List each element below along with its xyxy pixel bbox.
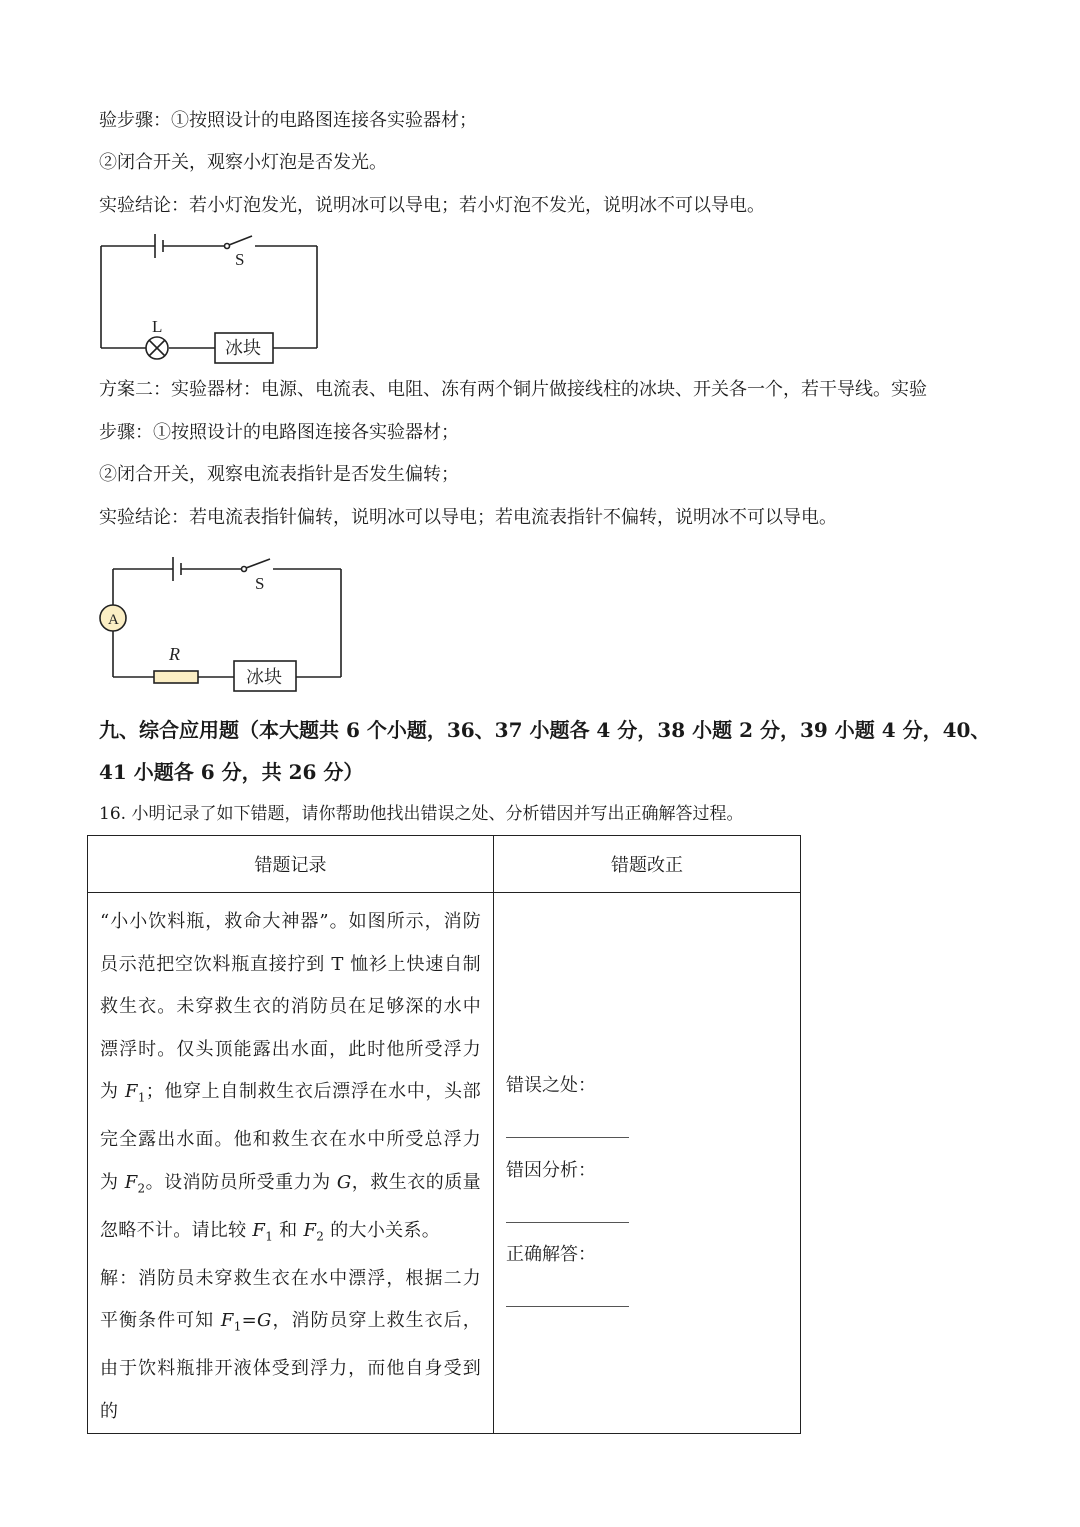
scheme1-steps-line1: 验步骤：①按照设计的电路图连接各实验器材； [99, 110, 477, 131]
error-cause-blank[interactable] [506, 1222, 629, 1223]
ice-block-label: 冰块 [225, 338, 261, 359]
ice-block-label: 冰块 [246, 667, 282, 688]
section-heading-line1: 九、综合应用题（本大题共 6 个小题，36、37 小题各 4 分，38 小题 2 分，39 小题 4 分，40、 [99, 718, 991, 742]
scheme2-line1: 方案二：实验器材：电源、电流表、电阻、冻有两个铜片做接线柱的冰块、开关各一个，若干导线。实验 [99, 379, 927, 400]
error-cause-label: 错因分析： [506, 1160, 596, 1181]
section-heading-line2: 41 小题各 6 分，共 26 分） [99, 760, 364, 784]
resistor-label: R [169, 644, 180, 664]
solution-text: 解：消防员未穿救生衣在水中漂浮，根据二力平衡条件可知 $F_1=G$，消防员穿上救生衣后，由于饮料瓶排开液体受到浮力，而他自身受到的 [100, 1267, 481, 1422]
error-table [87, 835, 801, 1434]
table-header-correction: 错题改正 [494, 836, 801, 893]
lamp-label: L [152, 317, 163, 336]
error-location-label: 错误之处： [506, 1075, 596, 1096]
error-correction-cell [494, 893, 801, 1434]
question-text: 16. 小明记录了如下错题，请你帮助他找出错误之处、分析错因并写出正确解答过程。 [99, 804, 744, 824]
circuit-diagram-1 [95, 228, 325, 368]
table-header-record: 错题记录 [88, 836, 494, 893]
error-location-blank[interactable] [506, 1137, 629, 1138]
scheme2-line3: ②闭合开关，观察电流表指针是否发生偏转； [99, 464, 459, 485]
correct-answer-blank[interactable] [506, 1306, 629, 1307]
circuit-diagram-2 [98, 552, 348, 697]
ammeter-label: A [108, 612, 119, 628]
switch-label: S [235, 250, 245, 269]
scheme1-steps-line2: ②闭合开关，观察小灯泡是否发光。 [99, 152, 387, 173]
scheme1-conclusion: 实验结论：若小灯泡发光，说明冰可以导电；若小灯泡不发光，说明冰不可以导电。 [99, 195, 765, 216]
error-record-cell [88, 893, 494, 1434]
scheme2-line2: 步骤：①按照设计的电路图连接各实验器材； [99, 422, 459, 443]
correct-answer-label: 正确解答： [506, 1244, 596, 1265]
switch-label: S [255, 574, 265, 593]
problem-statement: “小小饮料瓶，救命大神器”。如图所示，消防员示范把空饮料瓶直接拧到 T 恤衫上快速自制救生衣。未穿救生衣的消防员在足够深的水中漂浮时。仅头顶能露出水面，此时他所受浮力为 $F_1$；他穿上自制救生衣后漂浮在水中，头部完全露出水面。他和救生衣在水中所受总浮力为 $F_2$。设消防员所受重力为 G，救生衣的质量忽略不计。请比较 $F_1$ 和 $F_2$ 的大小关系。 [100, 911, 481, 1244]
scheme2-conclusion: 实验结论：若电流表指针偏转，说明冰可以导电；若电流表指针不偏转，说明冰不可以导电。 [99, 507, 837, 528]
